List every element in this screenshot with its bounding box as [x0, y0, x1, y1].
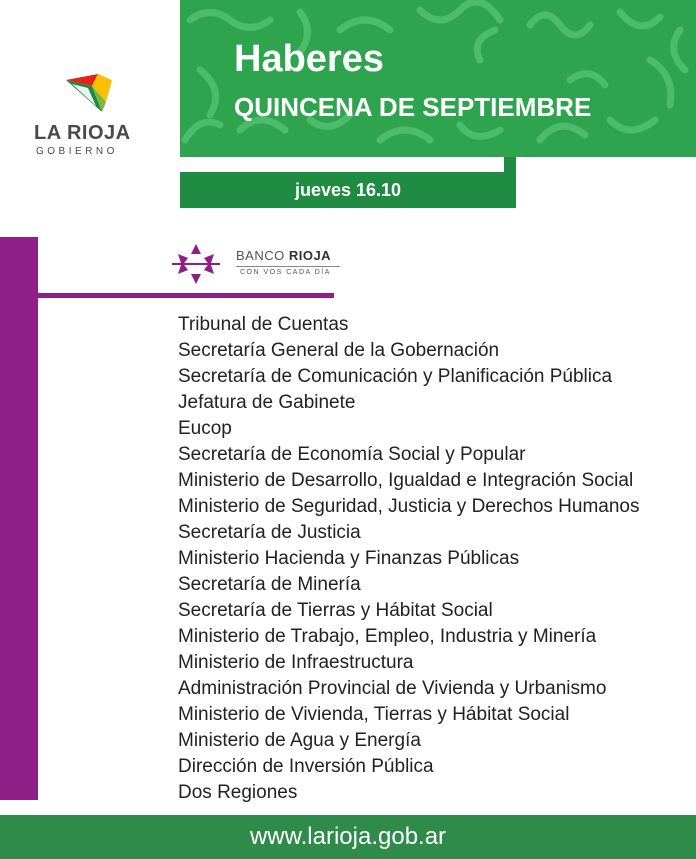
- footer-url[interactable]: www.larioja.gob.ar: [0, 815, 696, 859]
- list-item: Secretaría General de la Gobernación: [178, 340, 500, 361]
- logo-subtitle: GOBIERNO: [36, 146, 118, 157]
- list-item: Secretaría de Economía Social y Popular: [178, 444, 526, 465]
- list-item: Secretaría de Minería: [178, 574, 361, 595]
- la-rioja-logo: [28, 60, 148, 160]
- bank-name-brand: RIOJA: [288, 248, 332, 263]
- banco-rioja-logo: [170, 238, 350, 290]
- list-item: Ministerio de Vivienda, Tierras y Hábitat Social: [178, 704, 570, 725]
- list-item: Jefatura de Gabinete: [178, 392, 356, 413]
- list-item: Administración Provincial de Vivienda y Urbanismo: [178, 678, 607, 699]
- list-item: Ministerio de Infraestructura: [178, 652, 414, 673]
- date-label: jueves 16.10: [180, 172, 516, 208]
- header-banner: [180, 0, 696, 157]
- logo-title: LA RIOJA: [34, 122, 131, 144]
- header-subtitle: QUINCENA DE SEPTIEMBRE: [234, 92, 592, 122]
- bank-tagline: CON VOS CADA DÍA: [240, 269, 331, 276]
- list-item: Secretaría de Justicia: [178, 522, 361, 543]
- purple-divider: [0, 293, 334, 298]
- list-item: Eucop: [178, 418, 232, 439]
- bank-name-prefix: BANCO: [236, 248, 289, 263]
- bank-name: [236, 248, 331, 263]
- list-item: Tribunal de Cuentas: [178, 314, 349, 335]
- header-title: Haberes: [234, 38, 384, 80]
- list-item: Ministerio de Seguridad, Justicia y Derechos Humanos: [178, 496, 640, 517]
- date-bar-connector: [504, 157, 516, 172]
- organism-list: [178, 312, 640, 806]
- list-item: Ministerio Hacienda y Finanzas Públicas: [178, 548, 520, 569]
- la-rioja-emblem-icon: [62, 72, 118, 122]
- list-item: Dirección de Inversión Pública: [178, 756, 434, 777]
- list-item: Secretaría de Tierras y Hábitat Social: [178, 600, 493, 621]
- list-item: Ministerio de Agua y Energía: [178, 730, 421, 751]
- purple-side-band: [0, 237, 38, 800]
- list-item: Dos Regiones: [178, 782, 298, 803]
- bank-underline: [236, 266, 340, 267]
- list-item: Ministerio de Trabajo, Empleo, Industria y Minería: [178, 626, 597, 647]
- list-item: Secretaría de Comunicación y Planificación Pública: [178, 366, 613, 387]
- list-item: Ministerio de Desarrollo, Igualdad e Integración Social: [178, 470, 634, 491]
- banco-rioja-star-icon: [170, 238, 222, 290]
